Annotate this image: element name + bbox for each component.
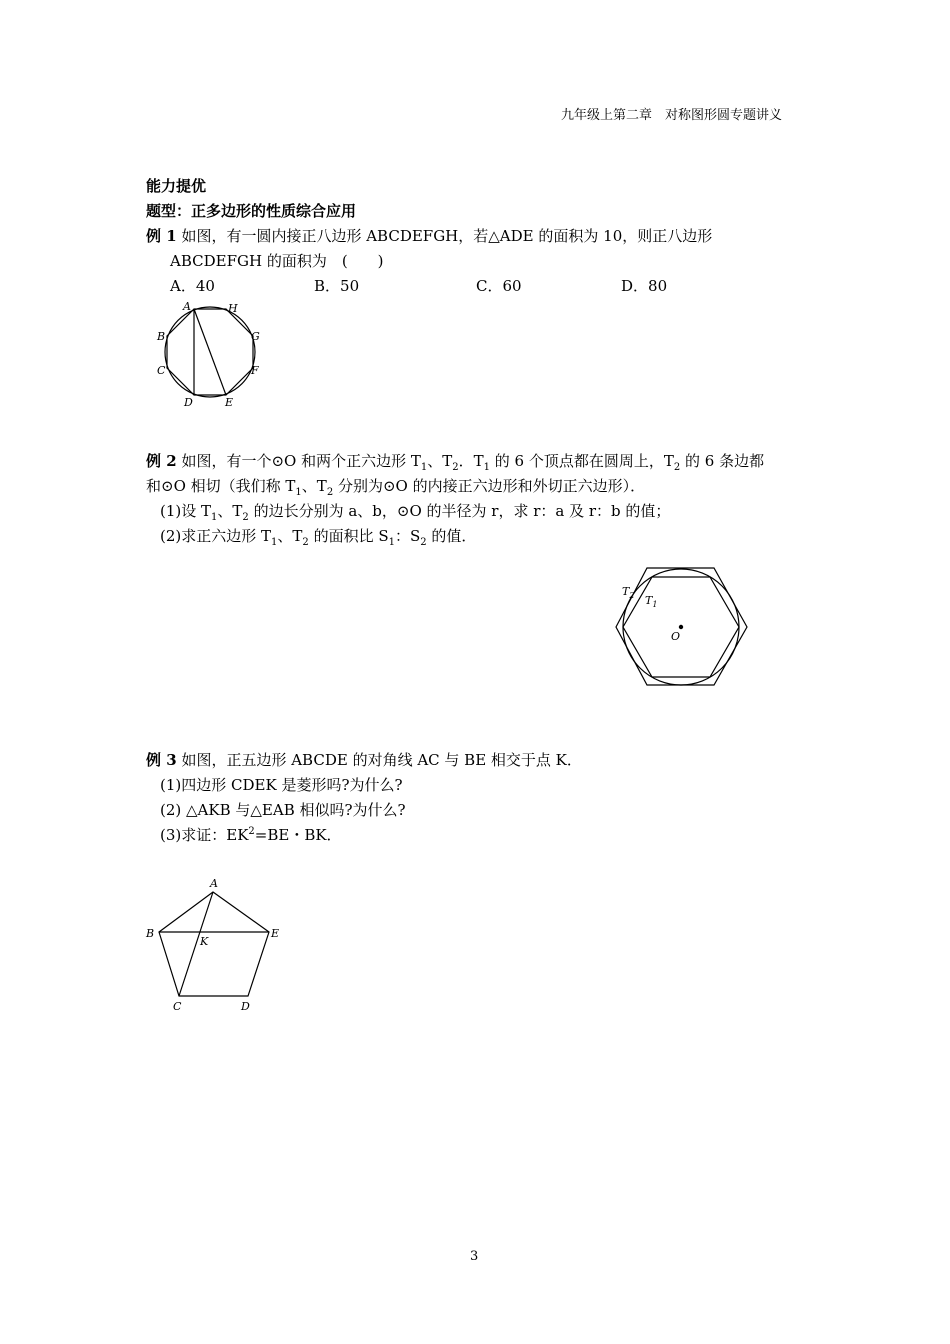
label-c: C [157, 364, 166, 377]
label-g: G [251, 330, 260, 343]
page-header: 九年级上第二章 对称图形圆专题讲义 [561, 108, 783, 123]
ex1-line1 [146, 226, 712, 246]
hexagon-figure [606, 560, 756, 692]
page-number: 3 [470, 1249, 479, 1264]
label-a: A [183, 300, 191, 313]
ex3-question-1: (1)四边形 CDEK 是菱形吗?为什么? [160, 776, 403, 794]
ex1-option-d: D．80 [621, 277, 668, 295]
label-e: E [271, 927, 280, 940]
label-t1: $T_1$ [645, 594, 658, 609]
label-o: O [671, 630, 681, 643]
ex1-option-a: A．40 [170, 277, 215, 295]
label-d: D [184, 396, 193, 409]
label-e: E [225, 396, 234, 409]
label-t2: $T_2$ [622, 585, 635, 600]
ex2-question-1: (1)设 $T_1$、$T_2$ 的边长分别为 a、b，⊙O 的半径为 r，求 r：a 及 r：b 的值； [160, 502, 671, 523]
ex1-option-c: C．60 [476, 277, 522, 295]
ex3-label: 例 3 [146, 751, 177, 769]
ex2-line2: 和⊙O 相切（我们称 $T_1$、$T_2$ 分别为⊙O 的内接正六边形和外切正六边形）． [146, 477, 646, 498]
section-title: 能力提优 [146, 177, 207, 195]
ex2-label: 例 2 [146, 452, 177, 470]
label-c: C [173, 1000, 182, 1013]
label-h: H [228, 302, 238, 315]
label-k: K [200, 935, 209, 948]
label-b: B [146, 927, 155, 940]
pentagon-abcde [159, 892, 269, 996]
ex3-line1: 例 3 如图，正五边形 ABCDE 的对角线 AC 与 BE 相交于点 K． [146, 751, 582, 769]
segment-ae [194, 309, 226, 395]
ex2-line1: 例 2 如图，有一个⊙O 和两个正六边形 $T_1$、$T_2$．$T_1$ 的 6 个顶点都在圆周上，$T_2$ 的 6 条边都 [146, 452, 765, 473]
question-type-title: 题型：正多边形的性质综合应用 [146, 202, 357, 220]
label-b: B [157, 330, 166, 343]
ex2-question-2: (2)求正六边形 $T_1$、$T_2$ 的面积比 $S_1$：$S_2$ 的值． [160, 527, 477, 548]
ex1-option-b: B．50 [314, 277, 360, 295]
ex1-label: 例 1 [146, 227, 177, 245]
ex1-text1: 如图，有一圆内接正八边形 ABCDEFGH，若△ADE 的面积为 10，则正八边形 [176, 227, 713, 245]
pentagon-figure [144, 875, 294, 1017]
ex1-line2: ABCDEFGH 的面积为 ( ) [170, 252, 384, 270]
ex3-question-2: (2) △AKB 与△EAB 相似吗?为什么? [160, 801, 406, 819]
center-point [679, 625, 683, 629]
label-f: F [251, 364, 259, 377]
label-d: D [241, 1000, 250, 1013]
ex3-question-3: (3)求证：$EK^2=BE$・BK． [160, 826, 342, 844]
label-a: A [210, 877, 218, 890]
octagon-figure [150, 298, 270, 410]
